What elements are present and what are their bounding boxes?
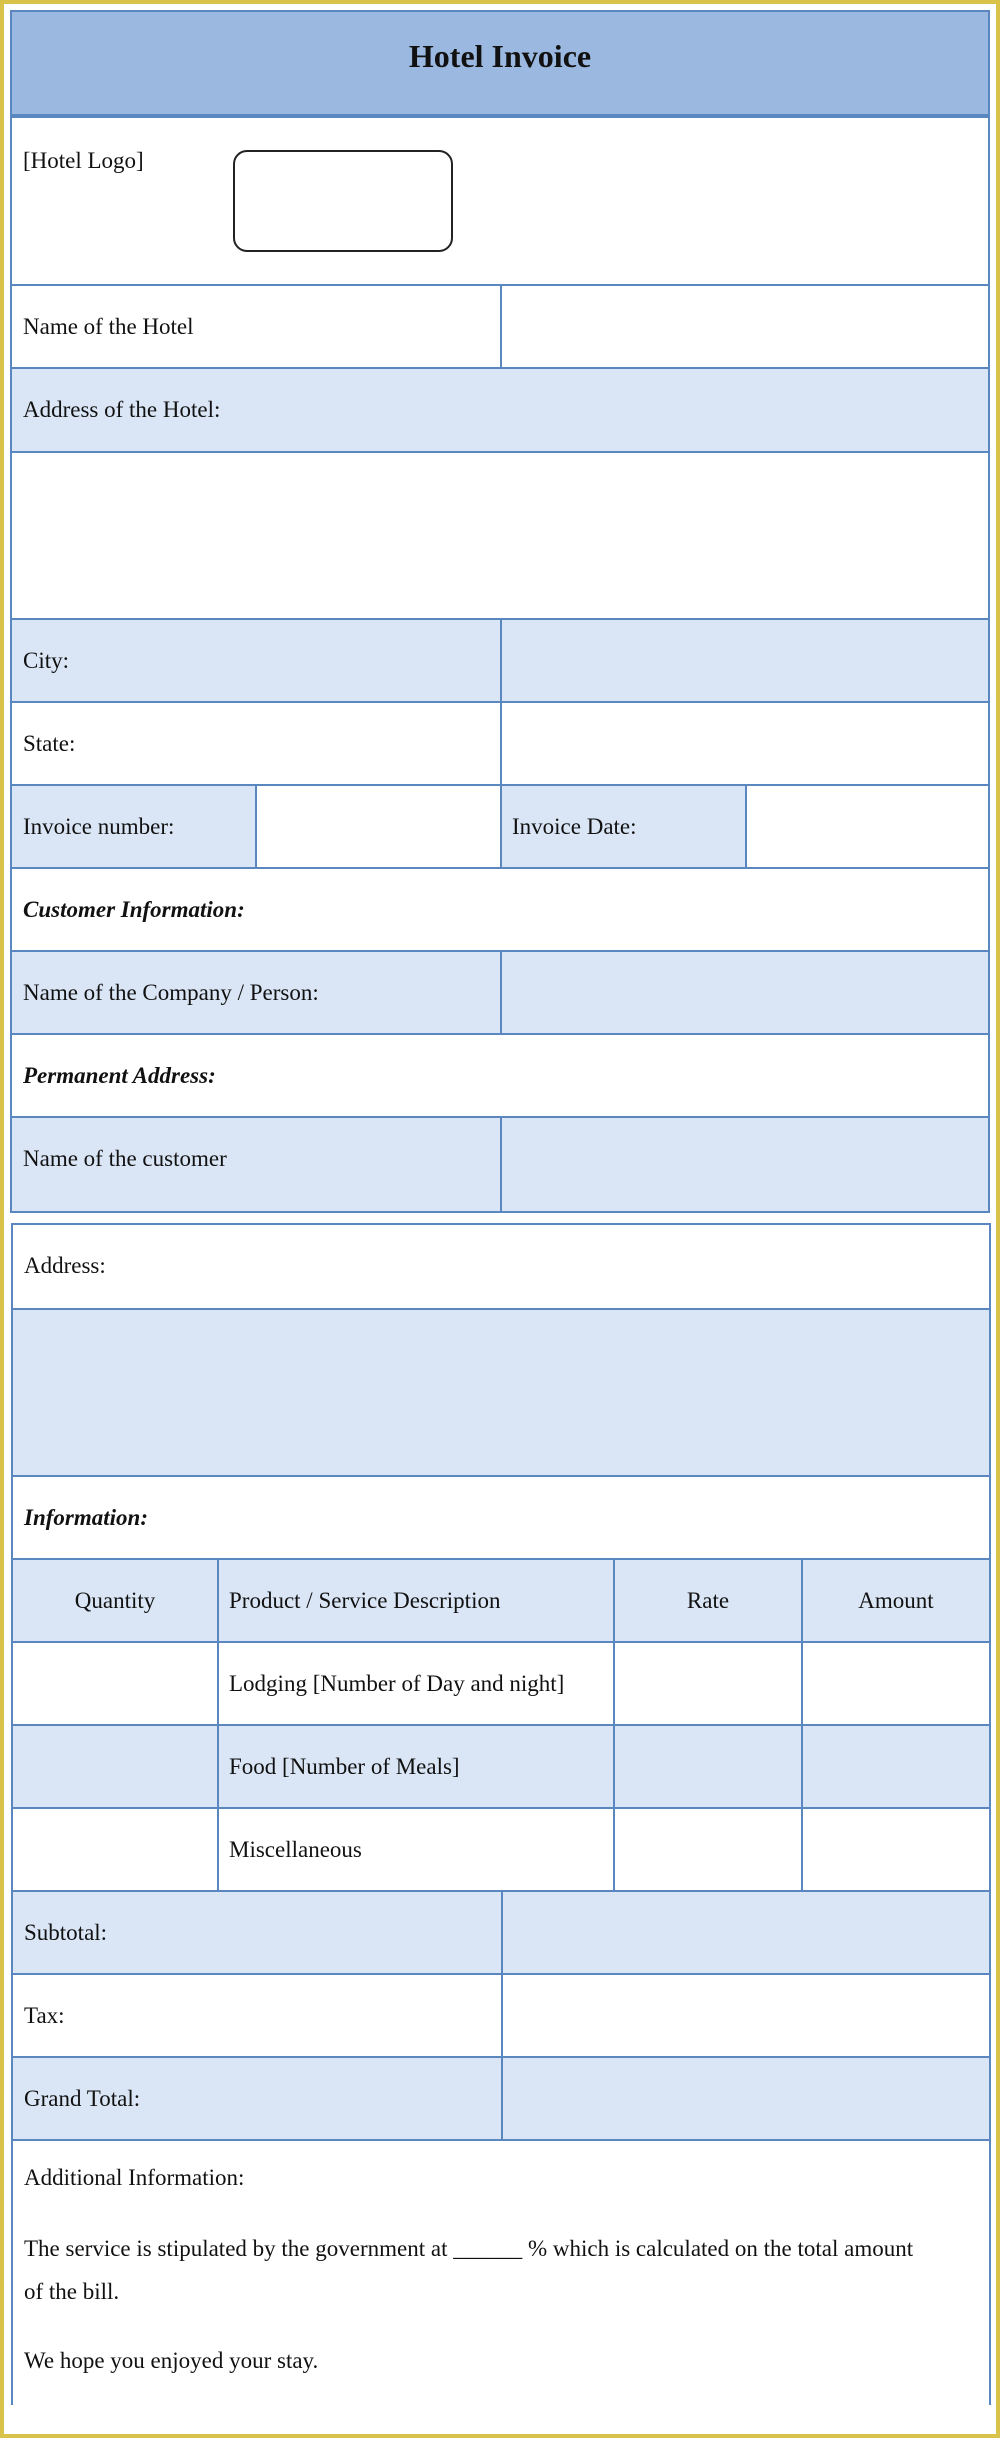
hotel-name-label: Name of the Hotel (23, 314, 194, 339)
invoice-number-field[interactable] (257, 786, 500, 867)
company-label: Name of the Company / Person: (23, 980, 319, 1005)
city-field[interactable] (502, 620, 988, 701)
additional-info-section (13, 2141, 989, 2407)
rate-cell[interactable] (615, 1726, 801, 1807)
tax-row (13, 1975, 989, 2058)
service-text-line-1: The service is stipulated by the government at ______ % which is calculated on the total amount (24, 2236, 914, 2261)
city-row (12, 620, 988, 703)
subtotal-label: Subtotal: (24, 1920, 108, 1945)
title-bar (12, 12, 988, 118)
quantity-cell[interactable] (13, 1726, 217, 1807)
hotel-info-block (10, 10, 990, 1213)
table-row (13, 1643, 989, 1726)
divider (217, 1643, 219, 1724)
logo-placeholder-box[interactable] (233, 150, 453, 252)
invoice-date-label: Invoice Date: (512, 814, 637, 839)
hotel-name-field[interactable] (502, 286, 988, 367)
amount-cell[interactable] (803, 1809, 989, 1890)
grand-total-label: Grand Total: (24, 2086, 141, 2111)
invoice-number-label-cell (12, 786, 255, 867)
permanent-address-title: Permanent Address: (23, 1063, 216, 1088)
divider (217, 1560, 219, 1641)
customer-address-field[interactable] (13, 1310, 989, 1477)
hotel-address-label-row (12, 369, 988, 453)
logo-row (12, 118, 988, 286)
invoice-date-field[interactable] (747, 786, 988, 867)
page-title: Hotel Invoice (408, 38, 592, 74)
customer-address-label-row (13, 1225, 989, 1310)
city-label: City: (23, 648, 70, 673)
customer-address-label: Address: (24, 1253, 106, 1278)
quantity-cell[interactable] (13, 1809, 217, 1890)
subtotal-row (13, 1892, 989, 1975)
hotel-address-label: Address of the Hotel: (23, 397, 221, 422)
logo-label: [Hotel Logo] (23, 148, 144, 173)
amount-cell[interactable] (803, 1726, 989, 1807)
hotel-name-row (12, 286, 988, 369)
divider (217, 1809, 219, 1890)
information-section-title: Information: (24, 1505, 148, 1530)
state-label: State: (23, 731, 76, 756)
customer-section-row (12, 869, 988, 952)
invoice-number-label: Invoice number: (23, 814, 175, 839)
subtotal-field[interactable] (503, 1892, 989, 1973)
items-header-row (13, 1560, 989, 1643)
service-text-line-2: of the bill. (24, 2279, 120, 2304)
item-description: Miscellaneous (229, 1837, 362, 1862)
tax-label: Tax: (24, 2003, 65, 2028)
col-header-quantity: Quantity (74, 1588, 156, 1613)
rate-cell[interactable] (615, 1643, 801, 1724)
rate-cell[interactable] (615, 1809, 801, 1890)
state-row (12, 703, 988, 786)
col-header-description: Product / Service Description (229, 1588, 501, 1613)
company-field[interactable] (502, 952, 988, 1033)
state-field[interactable] (502, 703, 988, 784)
col-header-rate: Rate (686, 1588, 730, 1613)
item-description: Food [Number of Meals] (229, 1754, 460, 1779)
grand-total-row (13, 2058, 989, 2141)
company-row (12, 952, 988, 1035)
customer-items-block (11, 1223, 991, 2405)
table-row (13, 1809, 989, 1892)
quantity-cell[interactable] (13, 1643, 217, 1724)
tax-field[interactable] (503, 1975, 989, 2056)
item-description: Lodging [Number of Day and night] (229, 1671, 565, 1696)
invoice-date-label-cell (502, 786, 745, 867)
closing-message: We hope you enjoyed your stay. (24, 2348, 319, 2373)
amount-cell[interactable] (803, 1643, 989, 1724)
divider (217, 1726, 219, 1807)
customer-name-row (12, 1118, 988, 1211)
additional-info-label: Additional Information: (24, 2165, 245, 2190)
table-row (13, 1726, 989, 1809)
invoice-row (12, 786, 988, 869)
customer-name-field[interactable] (502, 1118, 988, 1211)
col-header-amount: Amount (858, 1588, 934, 1613)
permanent-address-row (12, 1035, 988, 1118)
customer-name-label: Name of the customer (23, 1146, 227, 1171)
grand-total-field[interactable] (503, 2058, 989, 2139)
hotel-address-field[interactable] (12, 453, 988, 620)
customer-section-title: Customer Information: (23, 897, 245, 922)
information-section-row (13, 1477, 989, 1560)
